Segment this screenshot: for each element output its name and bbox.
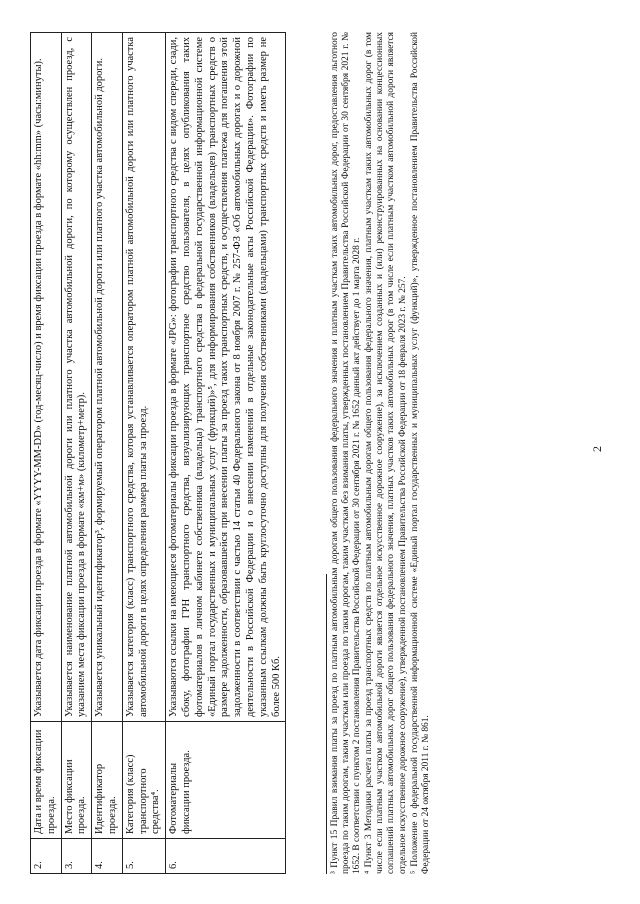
row-number: 2. [31,839,62,874]
footnote: ³ Пункт 15 Правил взимания платы за проезд по платным автомобильным дорогам общего пользования федерального значения и платным участкам таких автомобильных дорог, предоставления льготного проезда по таким дорогам, таким участкам или проезда по таким дорогам, таким участкам без взимания платы, утвержденных постановлением Правительства Российской Федерации от 30 сентября 2021 г. № 1652. В соответствии с пунктом 2 постановления Правительства Российской Федерации от 30 сентября 2021 г. № 1652 данный акт действует до 1 марта 2028 г. [330,32,363,874]
row-description: Указывается категория (класс) транспортного средства, которая устанавливается оператором платной автомобильной дороги или платного участка автомобильной дороги в целях определения размера платы за проезд. [122,33,165,722]
footnote: ⁴ Пункт 3 Методики расчета платы за проезд транспортных средств по платным автомобильным дорогам общего пользования федерального значения, платным участкам таких автомобильных дорог (в том числе если платным участком автомобильной дороги является отдельное искусственное дорожное сооружение), за исключением созданных и (или) реконструированных на основании концессионных соглашений платных автомобильных дорог общего пользования федерального значения, платных участков таких автомобильных дорог (в том числе если платным участком автомобильной дороги является отдельное искусственное дорожное сооружение), утвержденной постановлением Правительства Российской Федерации от 18 февраля 2023 г. № 257. [364,32,408,874]
row-name: Место фиксации проезда. [61,722,92,839]
page-number: 2 [590,446,604,452]
row-description: Указывается дата фиксации проезда в формате «YYYY-MM-DD» (год-месяц-число) и время фиксации проезда в формате «hh:mm» (часы:минуты). [31,33,62,722]
requirements-table [30,32,286,874]
row-number: 3. [61,839,92,874]
row-description: Указываются ссылки на имеющиеся фотоматериалы фиксации проезда в формате «JPG»: фотографии транспортного средства с видом спереди, сзади, сбоку, фотографии ГРН транспортного средства, визуализирующих транспортное средство пользователя, в целях опубликования таких фотоматериалов в личном кабинете собственника (владельца) транспортного средства в федеральной государственной информационной системе «Единый портал государственных и муниципальных услуг (функций)»⁵, для информирования собственников (владельцев) транспортных средств о размере задолженности, образовавшейся при внесении платы за проезд таких транспортных средств, и осуществления платежа для погашения этой задолженности в соответствии с частью 14 статьи 40 Федерального закона от 8 ноября 2007 г. № 257-ФЗ «Об автомобильных дорогах и о дорожной деятельности в Российской Федерации и о внесении изменений в отдельные законодательные акты Российской Федерации». Фотографии по указанным ссылкам должны быть круглосуточно доступны для получения собственниками (владельцами) транспортных средств и иметь размер не более 500 Кб. [166,33,286,722]
footnote-separator [326,574,327,874]
row-description: Указывается наименование платной автомобильной дороги или платного участка автомобильной дороги, по которому осуществлен проезд, с указанием места фиксации проезда в формате «км+м» (километр+метр). [61,33,92,722]
row-name: Фотоматериалы фиксации проезда. [166,722,286,839]
row-name: Категория (класс) транспортного средства⁴. [122,722,165,839]
table-row [92,33,123,874]
table-row [122,33,165,874]
table-row [166,33,286,874]
table-row [61,33,92,874]
footnote: ⁵ Положение о федеральной государственной информационной системе «Единый портал государственных и муниципальных услуг (функций)», утвержденное постановлением Правительства Российской Федерации от 24 октября 2011 г. № 861. [409,32,431,874]
row-number: 4. [92,839,123,874]
table-row [31,33,62,874]
row-name: Идентификатор проезда. [92,722,123,839]
row-number: 6. [166,839,286,874]
row-name: Дата и время фиксации проезда. [31,722,62,839]
row-number: 5. [122,839,165,874]
footnotes [330,32,433,874]
row-description: Указывается уникальный идентификатор³, формируемый оператором платной автомобильной дороги или платного участка автомобильной дороги. [92,33,123,722]
